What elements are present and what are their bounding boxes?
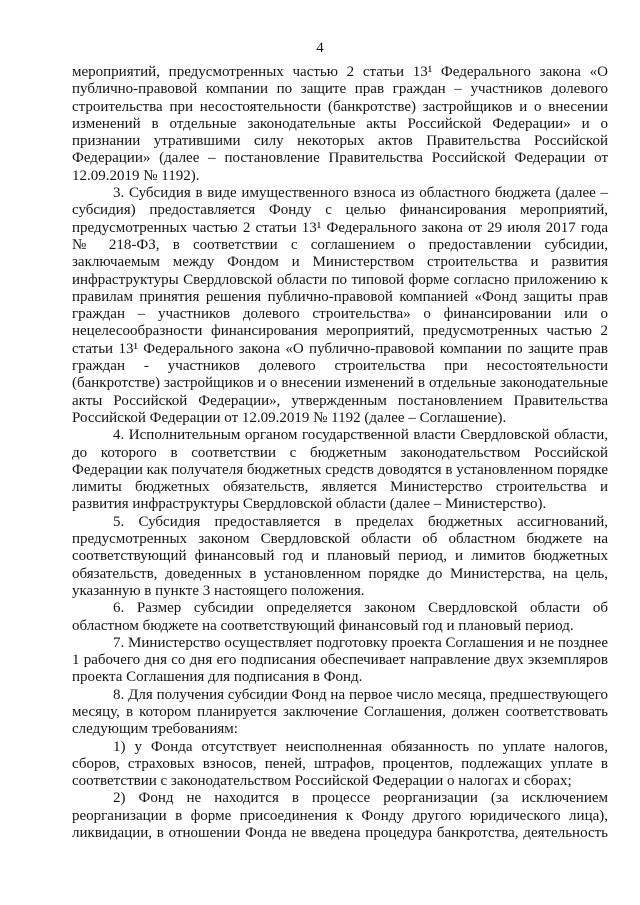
clause-7: 7. Министерство осуществляет подготовку проекта Соглашения и не позднее 1 рабочего дня со дня его подписания обеспечивает направление двух экземпляров проекта Соглашения для подписания в Фонд. xyxy=(72,634,608,686)
page-number: 4 xyxy=(316,40,324,56)
clause-8: 8. Для получения субсидии Фонд на первое число месяца, предшествующего месяцу, в котором планируется заключение Соглашения, должен соответствовать следующим требованиям: xyxy=(72,686,608,738)
clause-4: 4. Исполнительным органом государственной власти Свердловской области, до которого в соответствии с бюджетным законодательством Российской Федерации как получателя бюджетных средств доводятся в установленном порядке лимиты бюджетных обязательств, является Министерство строительства и развития инфраструктуры Свердловской области (далее – Министерство). xyxy=(72,427,608,513)
clause-6: 6. Размер субсидии определяется законом Свердловской области об областном бюджете на соответствующий финансовый год и плановый период. xyxy=(72,600,608,634)
clause-5: 5. Субсидия предоставляется в пределах бюджетных ассигнований, предусмотренных законом Свердловской области об областном бюджете на соответствующий финансовый год и плановый период, и лимитов бюджетных обязательств, доведенных в установленном порядке до Министерства, на цель, указанную в пункте 3 настоящего положения. xyxy=(72,513,608,599)
paragraph-continuation: мероприятий, предусмотренных частью 2 статьи 13¹ Федерального закона «О публично-правовой компании по защите прав граждан – участников долевого строительства при несостоятельности (банкротстве) застройщиков и о внесении изменений в отдельные законодательные акты Российской Федерации» и о признании утратившими силу некоторых актов Правительства Российской Федерации» (далее – постановление Правительства Российской Федерации от 12.09.2019 № 1192). xyxy=(72,64,608,184)
clause-3: 3. Субсидия в виде имущественного взноса из областного бюджета (далее – субсидия) предоставляется Фонду с целью финансирования мероприятий, предусмотренных частью 2 статьи 13¹ Федерального закона от 29 июля 2017 года № 218-ФЗ, в соответствии с соглашением о предоставлении субсидии, заключаемым между Фондом и Министерством строительства и развития инфраструктуры Свердловской области по типовой форме согласно приложению к правилам принятия решения публично-правовой компанией «Фонд защиты прав граждан – участников долевого строительства» о финансировании или о нецелесообразности финансирования мероприятий, предусмотренных частью 2 статьи 13¹ Федерального закона «О публично-правовой компании по защите прав граждан - участников долевого строительства при несостоятельности (банкротстве) застройщиков и о внесении изменений в отдельные законодательные акты Российской Федерации», утвержденным постановлением Правительства Российской Федерации от 12.09.2019 № 1192 (далее – Соглашение). xyxy=(72,185,608,426)
subclause-8-1: 1) у Фонда отсутствует неисполненная обязанность по уплате налогов, сборов, страховых взносов, пеней, штрафов, процентов, подлежащих уплате в соответствии с законодательством Российской Федерации о налогах и сборах; xyxy=(72,738,608,790)
document-body xyxy=(72,64,608,842)
subclause-8-2: 2) Фонд не находится в процессе реорганизации (за исключением реорганизации в форме присоединения к Фонду другого юридического лица), ликвидации, в отношении Фонда не введена процедура банкротства, деятельность xyxy=(72,790,608,842)
